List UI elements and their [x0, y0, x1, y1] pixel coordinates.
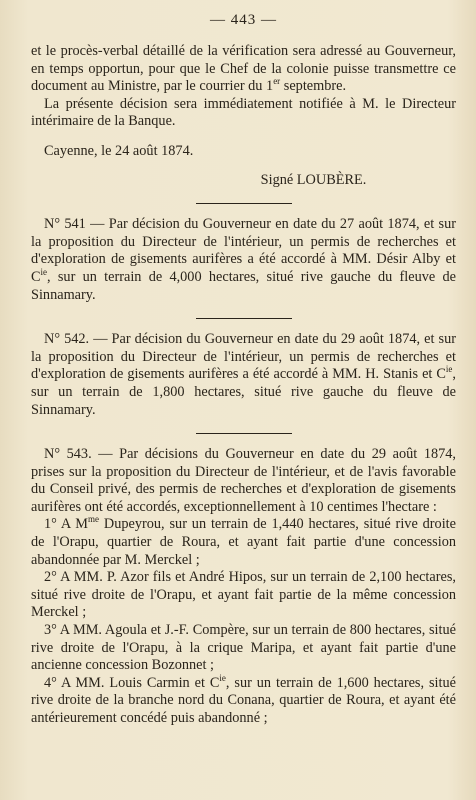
item-sup: me [88, 514, 100, 525]
decision-tail: , sur un terrain de 1,800 hectares, situé rive gauche du fleuve de Sinnamary. [31, 366, 456, 418]
list-item [31, 675, 456, 728]
intro-sup: er [273, 76, 281, 87]
list-item: 2° A MM. P. Azor fils et André Hipos, sur un terrain de 2,100 hectares, situé rive droite de l'Orapu, et ayant fait partie de la même concession Merckel ; [31, 569, 456, 621]
intro-tail: septembre. [280, 78, 347, 95]
notification-paragraph: La présente décision sera immédiatement notifiée à M. le Directeur intérimaire de la Banque. [31, 95, 456, 130]
item-text: 4° A MM. Louis Carmin et C [44, 674, 220, 691]
list-item: 3° A MM. Agoula et J.-F. Compère, sur un terrain de 800 hectares, situé rive droite de l'Orapu, à la crique Maripa, et ayant fait partie d'une ancienne concession Bozonnet ; [31, 622, 456, 674]
separator-rule [196, 203, 292, 204]
decision-542 [31, 331, 456, 419]
decision-text: N° 542. — Par décision du Gouverneur en date du 29 août 1874, et sur la proposition du Directeur de l'intérieur, un permis de recherches et d'exploration de gisements aurifères a été accordé à MM. H. Stanis et C [31, 331, 456, 383]
decision-sup: ie [40, 267, 48, 278]
signature: Signé LOUBÈRE. [260, 171, 367, 188]
decision-text: N° 541 — Par décision du Gouverneur en date du 27 août 1874, et sur la proposition du Directeur de l'intérieur, un permis de recherches et d'exploration de gisements aurifères a été accordé à MM. Désir Alby et C [31, 216, 456, 285]
item-tail: Dupeyrou, sur un terrain de 1,440 hectares, situé rive droite de l'Orapu, quartier de Roura, et ayant fait partie d'une concession abandonnée par M. Merckel ; [31, 516, 456, 568]
decision-tail: , sur un terrain de 4,000 hectares, situé rive gauche du fleuve de Sinnamary. [31, 268, 456, 303]
item-text: 1° A M [44, 516, 89, 533]
list-item [31, 516, 456, 569]
decision-543: N° 543. — Par décisions du Gouverneur en date du 29 août 1874, prises sur la proposition du Directeur de l'intérieur, et de l'avis favorable du Conseil privé, des permis de recherches et d'exploration de gisements aurifères ont été accordés, exceptionnellement à 10 centimes l'hectare : [31, 446, 456, 515]
date-line: Cayenne, le 24 août 1874. [44, 142, 194, 159]
decision-541 [31, 216, 456, 304]
separator-rule [196, 318, 292, 319]
page-body [31, 12, 456, 728]
decision-sup: ie [445, 364, 453, 375]
item-sup: ie [219, 673, 226, 684]
separator-rule [196, 433, 292, 434]
intro-text: et le procès-verbal détaillé de la vérification sera adressé au Gouverneur, en temps opportun, pour que le Chef de la colonie puisse transmettre ce document au Ministre, par le courrier du 1 [31, 43, 456, 95]
page-number: — 443 — [210, 12, 277, 28]
intro-paragraph [31, 43, 456, 96]
item-tail: , sur un terrain de 1,600 hectares, situé rive droite de la branche nord du Conana, quartier de Roura, et ayant été antérieurement concédé puis abandonné ; [31, 674, 456, 726]
